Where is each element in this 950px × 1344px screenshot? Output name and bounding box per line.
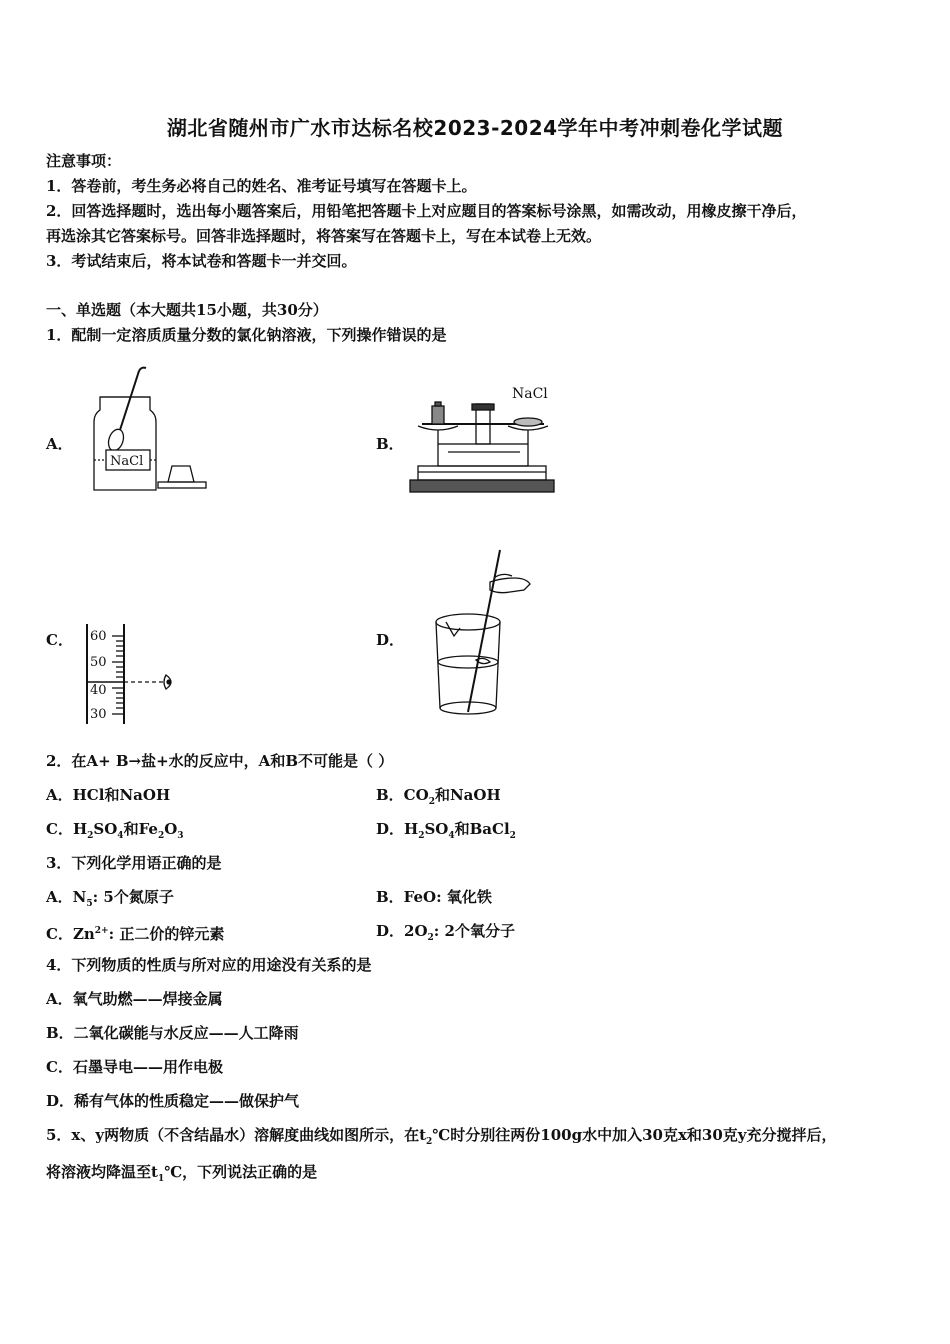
figure-d-beaker-stirring xyxy=(430,548,535,720)
q3-option-d: D．$2O_2$: 2个氧分子 xyxy=(376,922,515,943)
q2-option-c: C．$H_2SO_4$和$Fe_2O_3$ xyxy=(46,820,184,841)
figure-c-tick-50: 50 xyxy=(90,655,107,670)
q1-label-a: A． xyxy=(46,435,73,453)
figure-c-tick-60: 60 xyxy=(90,629,107,644)
notice-item-1: 1．答卷前，考生务必将自己的姓名、准考证号填写在答题卡上。 xyxy=(46,177,477,195)
notice-heading: 注意事项： xyxy=(46,152,122,170)
q4-option-b: B．二氧化碳能与水反应——人工降雨 xyxy=(46,1024,299,1042)
q5-stem-line-1: 5．x、y两物质（不含结晶水）溶解度曲线如图所示，在$t_2℃$时分别往两份100g水中加入30克x和30克y充分搅拌后， xyxy=(46,1126,837,1147)
q2-option-b: B．$CO_2$和NaOH xyxy=(376,786,501,807)
q1-label-b: B． xyxy=(376,435,404,453)
q1-label-d: D． xyxy=(376,631,405,649)
q2-option-d: D．$H_2SO_4$和BaCl$_2$ xyxy=(376,820,516,841)
figure-b-balance xyxy=(408,380,558,496)
q1-stem: 1．配制一定溶质质量分数的氯化钠溶液，下列操作错误的是 xyxy=(46,326,447,344)
notice-item-2-cont: 再选涂其它答案标号。回答非选择题时，将答案写在答题卡上，写在本试卷上无效。 xyxy=(46,227,602,245)
q3-stem: 3．下列化学用语正确的是 xyxy=(46,854,222,872)
figure-a-nacl-label: NaCl xyxy=(110,454,144,469)
exam-title: 湖北省随州市广水市达标名校2023-2024学年中考冲刺卷化学试题 xyxy=(166,116,784,140)
q5-stem-line-2: 将溶液均降温至$t_1℃$，下列说法正确的是 xyxy=(46,1163,318,1184)
q2-option-a: A．HCl和NaOH xyxy=(46,786,171,804)
q4-option-c: C．石墨导电——用作电极 xyxy=(46,1058,223,1076)
q4-option-d: D．稀有气体的性质稳定——做保护气 xyxy=(46,1092,300,1110)
q3-option-c: C．$Zn^{2+}$: 正二价的锌元素 xyxy=(46,925,225,943)
q2-stem: 2．在A+ B→盐+水的反应中，A和B不可能是（ ） xyxy=(46,752,394,770)
figure-c-cylinder xyxy=(84,622,184,727)
q3-option-a: A．$N_5$: 5个氮原子 xyxy=(46,888,174,909)
q3-option-b: B．FeO: 氧化铁 xyxy=(376,888,492,906)
figure-a-reagent-bottle xyxy=(80,362,215,494)
q4-stem: 4．下列物质的性质与所对应的用途没有关系的是 xyxy=(46,956,372,974)
figure-b-nacl-label: NaCl xyxy=(512,386,548,402)
notice-item-3: 3．考试结束后，将本试卷和答题卡一并交回。 xyxy=(46,252,357,270)
figure-c-tick-40: 40 xyxy=(90,683,107,698)
section-heading: 一、单选题（本大题共15小题，共30分） xyxy=(46,301,328,319)
q1-label-c: C． xyxy=(46,631,73,649)
notice-item-2: 2．回答选择题时，选出每小题答案后，用铅笔把答题卡上对应题目的答案标号涂黑，如需改动，用橡皮擦干净后， xyxy=(46,202,807,220)
figure-c-tick-30: 30 xyxy=(90,707,107,722)
q4-option-a: A．氧气助燃——焊接金属 xyxy=(46,990,223,1008)
